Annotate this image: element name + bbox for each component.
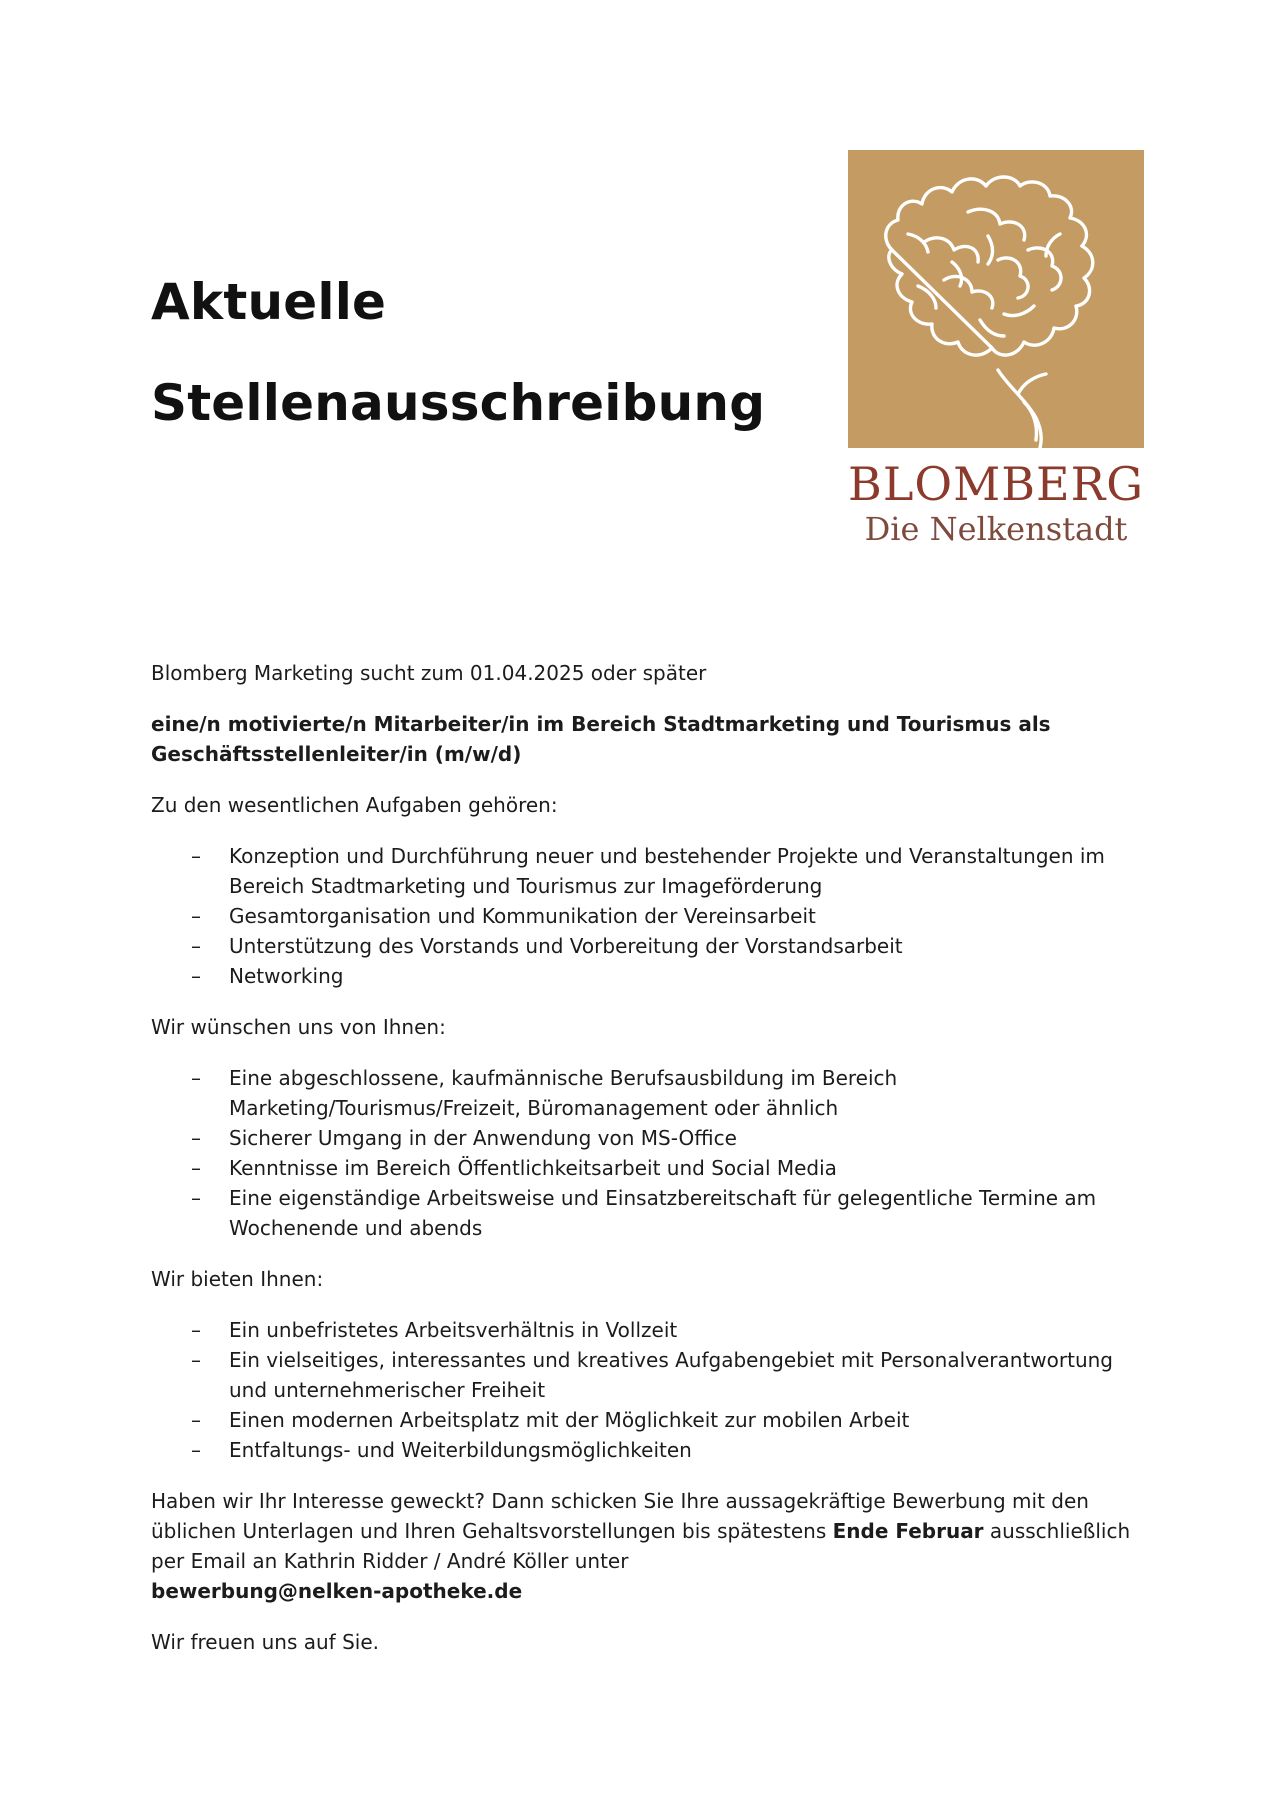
list-item-text: Eine abgeschlossene, kaufmännische Berufsausbildung im Bereich Marketing/Tourismus/Freizeit, Büromanagement oder ähnlich <box>229 1066 898 1120</box>
list-item-text: Ein unbefristetes Arbeitsverhältnis in Vollzeit <box>229 1318 678 1342</box>
logo-subtitle: Die Nelkenstadt <box>864 510 1128 548</box>
bullet-dash: – <box>191 934 201 958</box>
tasks-list <box>151 841 1131 991</box>
bullet-dash: – <box>191 1318 201 1342</box>
bullet-dash: – <box>191 1126 201 1150</box>
list-item <box>151 931 1131 961</box>
offer-list <box>151 1315 1131 1465</box>
job-posting-body <box>151 658 1131 1678</box>
farewell-text: Wir freuen uns auf Sie. <box>151 1630 379 1654</box>
list-item <box>151 1435 1131 1465</box>
logo-brand-name: BLOMBERG <box>848 457 1144 511</box>
closing-text-after: ausschließlich per Email an Kathrin Ridder / André Köller unter <box>151 1519 1131 1573</box>
application-email[interactable]: bewerbung@nelken-apotheke.de <box>151 1579 523 1603</box>
list-item-text: Gesamtorganisation und Kommunikation der Vereinsarbeit <box>229 904 816 928</box>
bullet-dash: – <box>191 904 201 928</box>
list-item <box>151 1153 1131 1183</box>
bullet-dash: – <box>191 1186 201 1210</box>
bullet-dash: – <box>191 844 201 868</box>
carnation-flower-icon <box>848 150 1144 448</box>
bullet-dash: – <box>191 964 201 988</box>
bullet-dash: – <box>191 1348 201 1372</box>
offer-heading: Wir bieten Ihnen: <box>151 1267 324 1291</box>
list-item-text: Sicherer Umgang in der Anwendung von MS-Office <box>229 1126 737 1150</box>
list-item <box>151 1405 1131 1435</box>
list-item <box>151 1315 1131 1345</box>
closing-paragraph <box>151 1486 1131 1606</box>
list-item-text: Networking <box>229 964 344 988</box>
application-deadline: Ende Februar <box>832 1519 984 1543</box>
position-title: eine/n motivierte/n Mitarbeiter/in im Bereich Stadtmarketing und Tourismus als Geschäftsstellenleiter/in (m/w/d) <box>151 712 1051 766</box>
list-item-text: Entfaltungs- und Weiterbildungsmöglichkeiten <box>229 1438 692 1462</box>
list-item <box>151 901 1131 931</box>
list-item-text: Unterstützung des Vorstands und Vorbereitung der Vorstandsarbeit <box>229 934 903 958</box>
list-item-text: Konzeption und Durchführung neuer und bestehender Projekte und Veranstaltungen im Bereich Stadtmarketing und Tourismus zur Imageförderung <box>229 844 1105 898</box>
list-item <box>151 1183 1131 1243</box>
list-item <box>151 961 1131 991</box>
title-line-1: Aktuelle <box>151 273 387 331</box>
closing-text-before: Haben wir Ihr Interesse geweckt? Dann schicken Sie Ihre aussagekräftige Bewerbung mit den üblichen Unterlagen und Ihren Gehaltsvorstellungen bis spätestens <box>151 1489 1089 1543</box>
list-item-text: Kenntnisse im Bereich Öffentlichkeitsarbeit und Social Media <box>229 1156 837 1180</box>
intro-text: Blomberg Marketing sucht zum 01.04.2025 oder später <box>151 661 707 685</box>
list-item <box>151 841 1131 901</box>
bullet-dash: – <box>191 1408 201 1432</box>
page-title <box>151 252 765 454</box>
list-item <box>151 1123 1131 1153</box>
bullet-dash: – <box>191 1156 201 1180</box>
blomberg-logo <box>848 150 1144 548</box>
bullet-dash: – <box>191 1438 201 1462</box>
list-item <box>151 1063 1131 1123</box>
tasks-heading: Zu den wesentlichen Aufgaben gehören: <box>151 793 558 817</box>
list-item-text: Ein vielseitiges, interessantes und kreatives Aufgabengebiet mit Personalverantwortung und unternehmerischer Freiheit <box>229 1348 1113 1402</box>
requirements-heading: Wir wünschen uns von Ihnen: <box>151 1015 446 1039</box>
bullet-dash: – <box>191 1066 201 1090</box>
list-item <box>151 1345 1131 1405</box>
list-item-text: Einen modernen Arbeitsplatz mit der Möglichkeit zur mobilen Arbeit <box>229 1408 910 1432</box>
list-item-text: Eine eigenständige Arbeitsweise und Einsatzbereitschaft für gelegentliche Termine am Wochenende und abends <box>229 1186 1097 1240</box>
requirements-list <box>151 1063 1131 1243</box>
title-line-2: Stellenausschreibung <box>151 374 766 432</box>
